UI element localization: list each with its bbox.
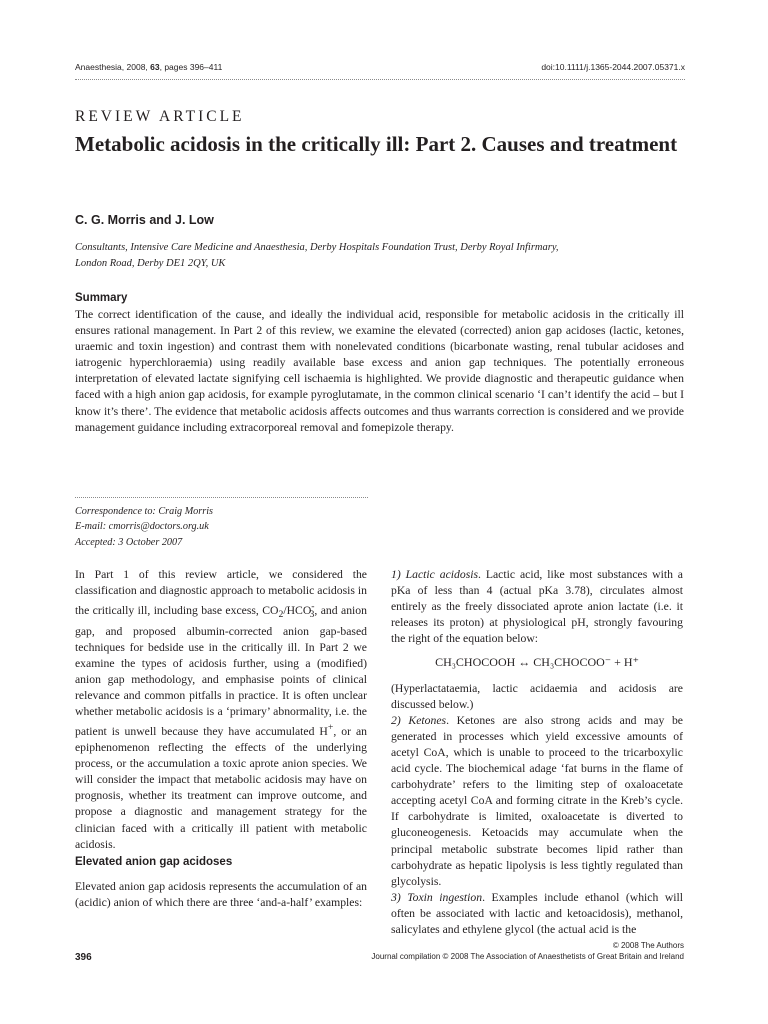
affiliation-line: Consultants, Intensive Care Medicine and Anaesthesia, Derby Hospitals Foundation Trust, Derby Royal Infirmary, bbox=[75, 242, 559, 253]
body-column-left bbox=[75, 567, 367, 853]
running-header bbox=[75, 62, 685, 72]
body-column-right bbox=[391, 567, 683, 938]
copyright-line: © 2008 The Authors bbox=[612, 941, 684, 950]
volume-number: 63 bbox=[150, 62, 160, 72]
authors: C. G. Morris and J. Low bbox=[75, 213, 214, 227]
accepted-date: Accepted: 3 October 2007 bbox=[75, 536, 183, 548]
article-type: REVIEW ARTICLE bbox=[75, 108, 245, 125]
journal-citation: Anaesthesia, 2008, 63, pages 396–411 bbox=[75, 62, 223, 72]
journal-compilation-line: Journal compilation © 2008 The Association of Anaesthetists of Great Britain and Ireland bbox=[371, 952, 684, 961]
toxin-paragraph: 3) Toxin ingestion. Examples include ethanol (which will often be associated with lactic and ketoacidosis), methanol, salicylates and ethylene glycol (the actual acid is the bbox=[391, 890, 684, 936]
lactate-equation: CH₃CHOCOOH ↔ CH₃CHOCOO⁻ + H⁺ bbox=[435, 655, 639, 670]
correspondence-divider bbox=[75, 497, 368, 498]
correspondence bbox=[75, 504, 365, 550]
summary-text: The correct identification of the cause, and ideally the individual acid, responsible for metabolic acidosis in the critically ill ensures rational management. In Part 2 of this review, we examine the elevated (corrected) anion gap acidoses (lactic, ketones, uraemic and toxin ingestion) and contrast them with nonelevated conditions (bicarbonate wasting, renal tubular acidoses and iatrogenic hyperchloraemia) using readily available base excess and anion gap techniques. The potentially erroneous interpretation of elevated lactate signifying cell ischaemia is highlighted. We provide diagnostic and therapeutic guidance when faced with a high anion gap acidosis, for example pyroglutamate, in the common clinical scenario ‘I can’t identify the acid – but I know it’s there’. The evidence that metabolic acidosis affects outcomes and thus warrants correction is considered and we provide management guidance including extracorporeal removal and fomepizole therapy. bbox=[75, 308, 684, 434]
affiliation-line: London Road, Derby DE1 2QY, UK bbox=[75, 257, 226, 269]
header-divider bbox=[75, 79, 685, 80]
lactic-paragraph: 1) Lactic acidosis. Lactic acid, like most substances with a pKa of less than 4 (actual pKa 3.78), circulates almost entirely as the freely dissociated aprote anion lactate (i.e. it releases its proton) at physiological pH, strongly favouring the right of the equation below: bbox=[391, 568, 683, 646]
anion-gap-paragraph: Elevated anion gap acidosis represents the accumulation of an (acidic) anion of which there are three ‘and-a-half’ examples: bbox=[75, 880, 367, 910]
body-column-left-continued bbox=[75, 879, 367, 911]
page-number: 396 bbox=[75, 952, 92, 963]
copyright-footer bbox=[371, 940, 684, 962]
article-title: Metabolic acidosis in the critically ill: Part 2. Causes and treatment bbox=[75, 132, 678, 156]
correspondence-email[interactable]: E-mail: cmorris@doctors.org.uk bbox=[75, 521, 209, 533]
correspondence-name: Correspondence to: Craig Morris bbox=[75, 506, 213, 517]
section-heading: Elevated anion gap acidoses bbox=[75, 856, 233, 868]
ketones-paragraph: 2) Ketones. Ketones are also strong acids and may be generated in processes which yield excessive amounts of acetyl CoA, which is unable to proceed to the tricarboxylic acid cycle. The biochemical adage ‘fat burns in the flame of carbohydrate’ refers to the limiting step of oxaloacetate accepting acetyl CoA and forming citrate in the Kreb’s cycle. If carbohydrate is limited, oxaloacetate is diverted to gluconeogenesis. Ketoacids may accumulate when the principal metabolic substrate becomes lipid rather than carbohydrate as hepatic lipolysis is less tightly regulated than glycolysis. bbox=[391, 713, 683, 888]
summary-heading: Summary bbox=[75, 292, 128, 304]
affiliation bbox=[75, 240, 575, 271]
doi-link[interactable]: doi:10.1111/j.1365-2044.2007.05371.x bbox=[541, 62, 685, 72]
hyperlactataemia-note: (Hyperlactataemia, lactic acidaemia and acidosis are discussed below.) bbox=[391, 681, 683, 711]
intro-paragraph: In Part 1 of this review article, we considered the classification and diagnostic approach to metabolic acidosis in the critically ill, including base excess, $CO_2/HCO^-_3$, and anion gap, and proposed albumin-corrected anion gap-based techniques for bedside use in the critically ill. In Part 2 we examine the types of acidosis further, using a (modified) anion gap methodology, and emphasise points of clinical relevance and common pitfalls in practice. It is often unclear whether metabolic acidosis is a ‘primary’ abnormality, i.e. the patient is unwell because they have accumulated H+, or an epiphenomenon reflecting the effects of the underlying process, or the accumulation a toxic aprote anion species. We will consider the impact that metabolic acidosis may have on prognosis, whether its treatment can improve outcome, and propose a diagnostic and management strategy for the clinician faced with a critically ill patient with metabolic acidosis. bbox=[75, 568, 367, 851]
